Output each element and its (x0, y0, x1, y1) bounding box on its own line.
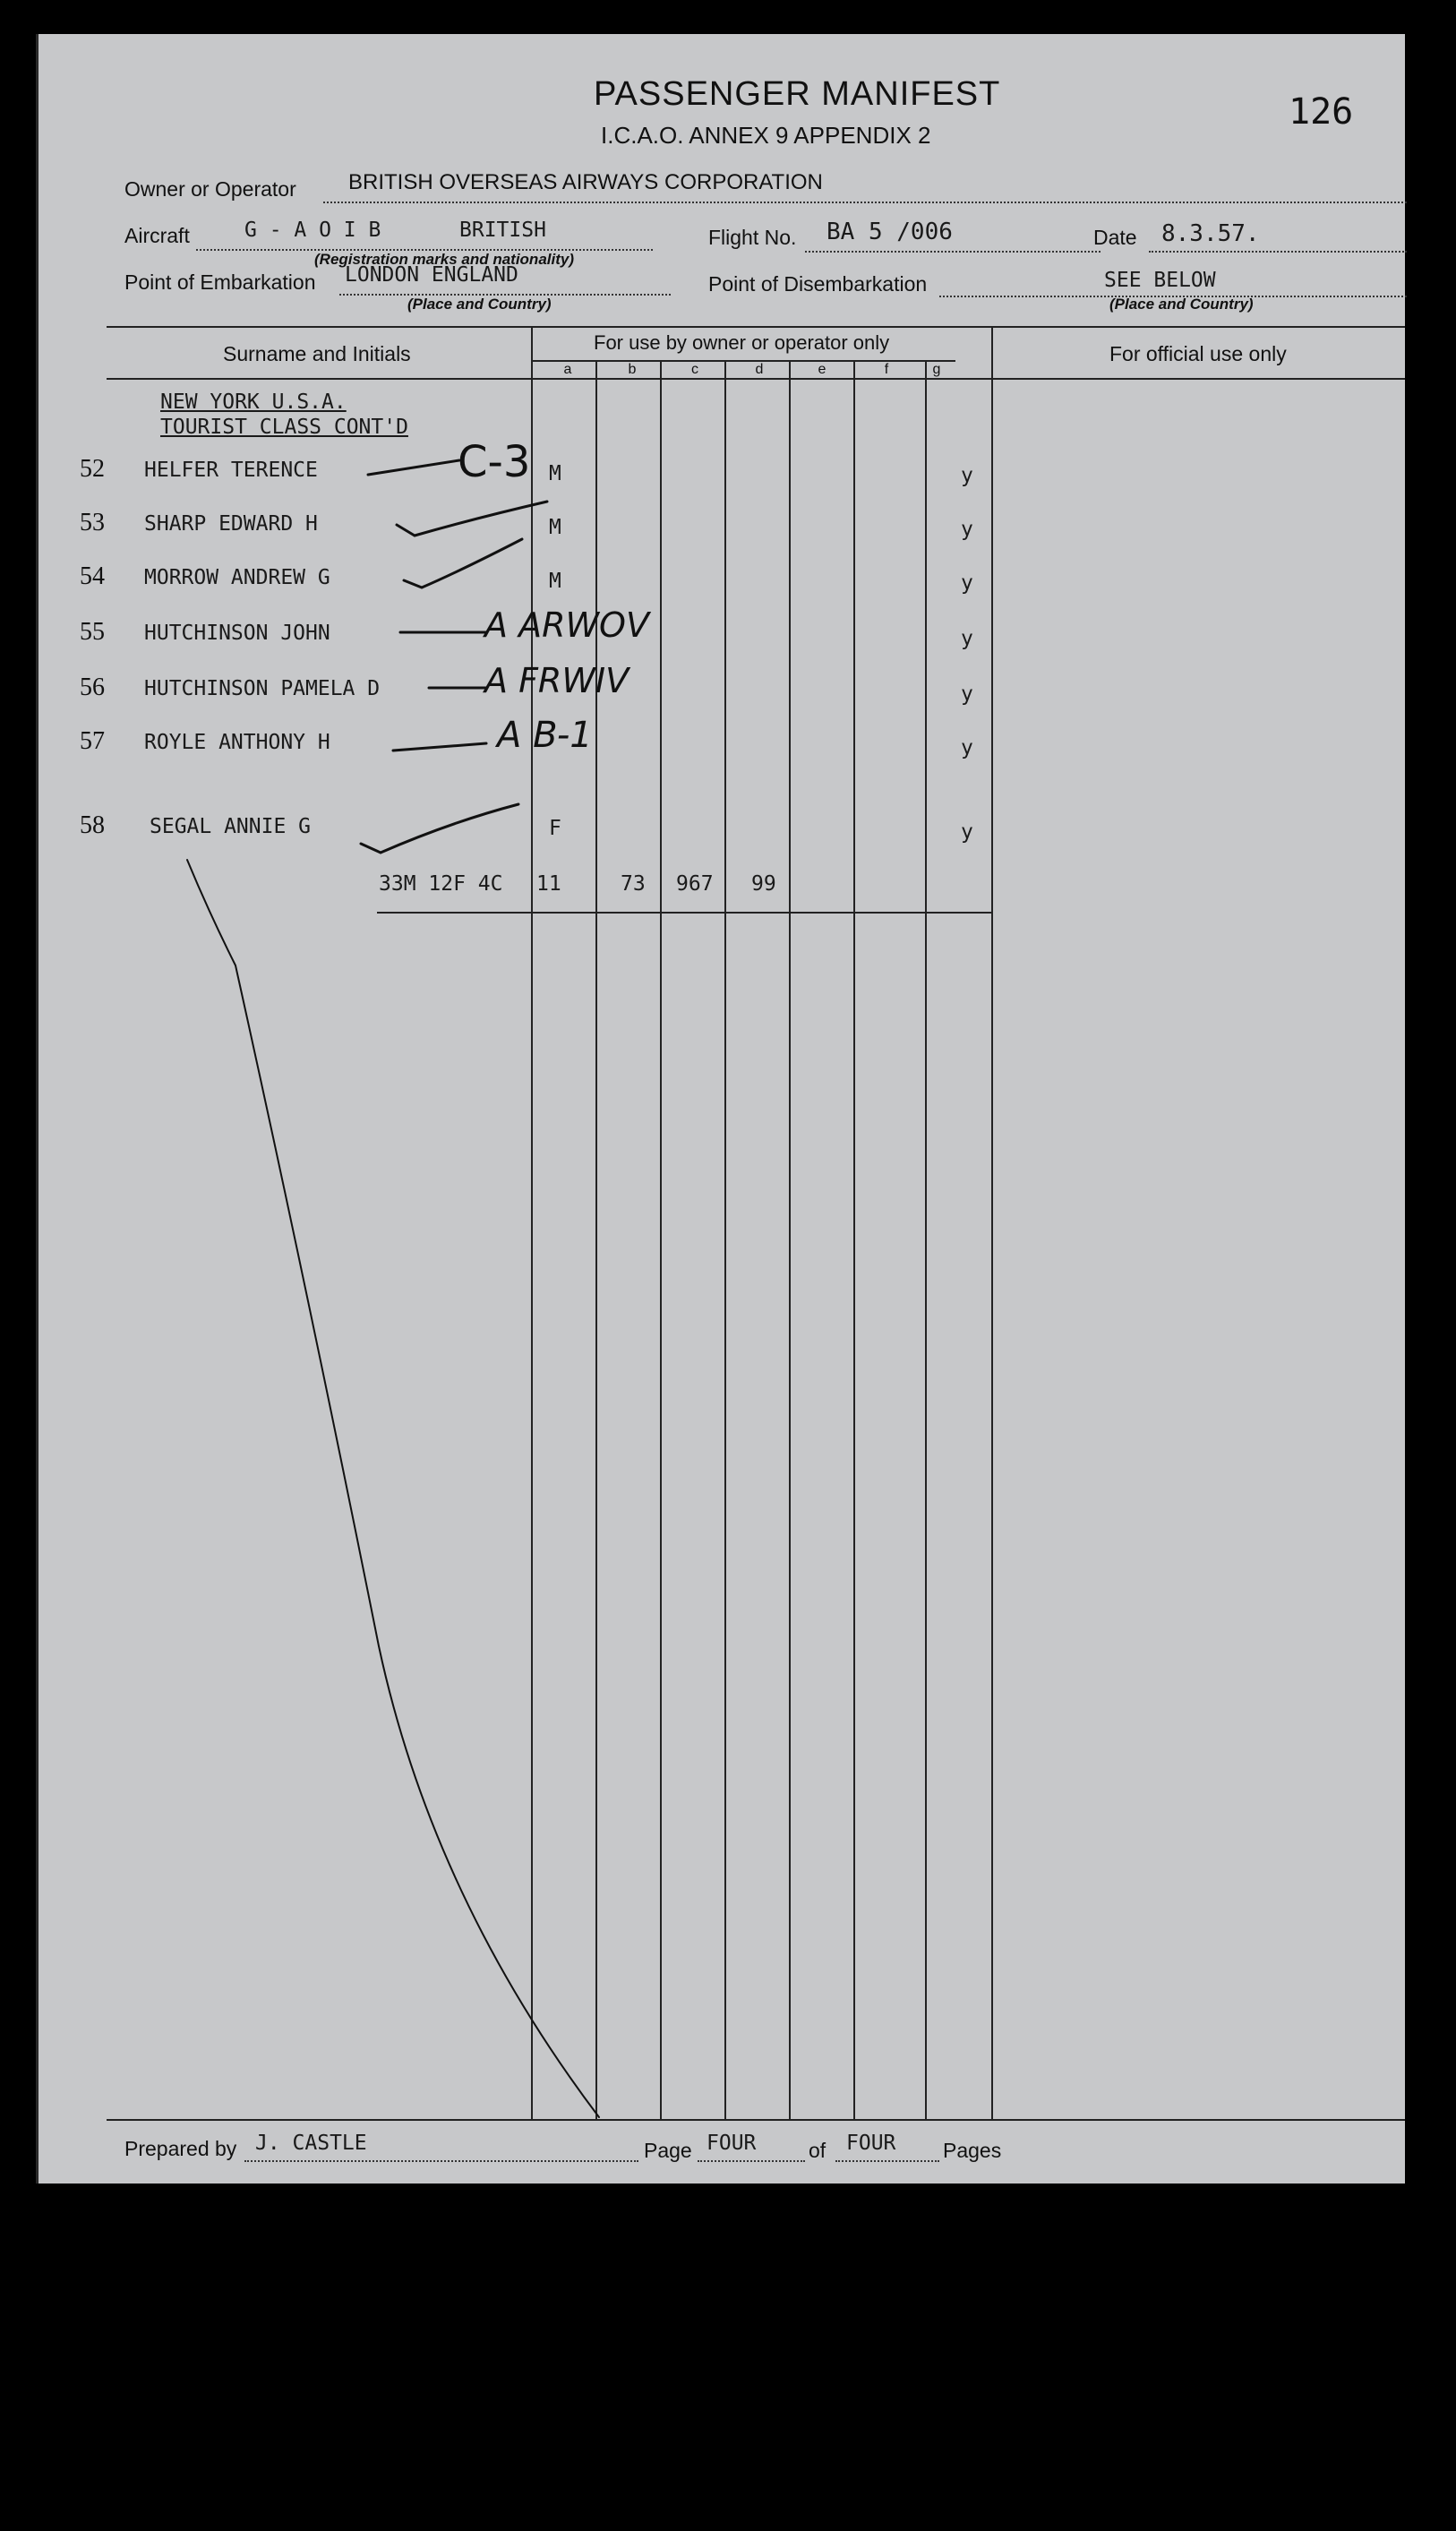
col-g-value: y (961, 736, 973, 759)
col-g-value: y (961, 571, 973, 595)
totals-b: 73 (621, 872, 646, 896)
subcol-f: f (884, 362, 889, 377)
row-number: 55 (80, 618, 105, 646)
prepared-dotted-line (244, 2158, 638, 2162)
subcol-b: b (628, 362, 637, 377)
prepared-label: Prepared by (124, 2137, 237, 2160)
col-a-value: F (549, 817, 561, 840)
prepared-value: J. CASTLE (255, 2132, 367, 2155)
row-number: 54 (80, 562, 105, 590)
pages-label: Pages (943, 2139, 1002, 2162)
totals-label: 33M 12F 4C (379, 872, 503, 896)
handwritten-marks (39, 34, 1405, 2184)
handwritten-annotation: A FRWIV (484, 661, 630, 700)
embarkation-value: LONDON ENGLAND (345, 263, 518, 287)
page-dotted-line (698, 2158, 805, 2162)
row-number: 56 (80, 674, 105, 701)
flight-number: BA 5 /006 (826, 219, 953, 245)
page-number: 126 (1289, 91, 1354, 133)
row-number: 53 (80, 509, 105, 536)
passenger-name: ROYLE ANTHONY H (144, 731, 330, 754)
section-destination: NEW YORK U.S.A. (160, 390, 347, 414)
totals-c: 967 (676, 872, 714, 896)
col-a-value: M (549, 570, 561, 593)
col-g-value: y (961, 627, 973, 650)
page-label: Page (644, 2139, 692, 2162)
of-label: of (809, 2139, 826, 2162)
row-number: 57 (80, 727, 105, 755)
col-g-value: y (961, 682, 973, 706)
col-g-value: y (961, 820, 973, 844)
aircraft-registration: G - A O I B (244, 219, 381, 242)
subcol-e: e (818, 362, 826, 377)
passenger-name: SHARP EDWARD H (144, 512, 318, 536)
section-class: TOURIST CLASS CONT'D (160, 416, 408, 439)
manifest-sheet (36, 34, 1405, 2184)
page-value: FOUR (707, 2132, 757, 2155)
handwritten-annotation: A ARWOV (484, 605, 649, 645)
subcol-d: d (755, 362, 764, 377)
disembarkation-label: Point of Disembarkation (708, 272, 928, 296)
owner-label: Owner or Operator (124, 177, 296, 201)
flight-label: Flight No. (708, 226, 797, 249)
subcol-g: g (932, 362, 941, 377)
registration-note: (Registration marks and nationality) (314, 251, 574, 268)
of-dotted-line (835, 2158, 939, 2162)
subcol-a: a (563, 362, 572, 377)
col-header-surname: Surname and Initials (223, 342, 411, 365)
date-value: 8.3.57. (1161, 220, 1260, 247)
handwritten-annotation: A B-1 (497, 715, 593, 756)
row-number: 58 (80, 811, 105, 839)
row-number: 52 (80, 455, 105, 483)
disembarkation-value: SEE BELOW (1104, 269, 1216, 292)
owner-value: BRITISH OVERSEAS AIRWAYS CORPORATION (348, 170, 823, 194)
passenger-name: MORROW ANDREW G (144, 566, 330, 589)
totals-a: 11 (536, 872, 561, 896)
of-value: FOUR (846, 2132, 896, 2155)
disembarkation-note: (Place and Country) (1109, 296, 1254, 313)
subcol-c: c (691, 362, 698, 377)
embarkation-note: (Place and Country) (407, 296, 552, 313)
col-a-value: M (549, 462, 561, 485)
aircraft-label: Aircraft (124, 224, 190, 247)
passenger-name: HUTCHINSON JOHN (144, 622, 330, 645)
totals-d: 99 (751, 872, 776, 896)
page-title: PASSENGER MANIFEST (594, 75, 1001, 113)
aircraft-nationality: BRITISH (459, 219, 546, 242)
passenger-name: HUTCHINSON PAMELA D (144, 677, 381, 700)
passenger-name: SEGAL ANNIE G (150, 815, 312, 838)
col-header-operator: For use by owner or operator only (594, 331, 890, 354)
col-g-value: y (961, 518, 973, 541)
passenger-name: HELFER TERENCE (144, 459, 318, 482)
col-header-official: For official use only (1109, 342, 1287, 365)
embarkation-label: Point of Embarkation (124, 270, 316, 294)
page-subtitle: I.C.A.O. ANNEX 9 APPENDIX 2 (601, 122, 931, 149)
date-label: Date (1093, 226, 1137, 249)
handwritten-annotation: C-3 (458, 437, 531, 487)
col-g-value: y (961, 464, 973, 487)
col-a-value: M (549, 516, 561, 539)
